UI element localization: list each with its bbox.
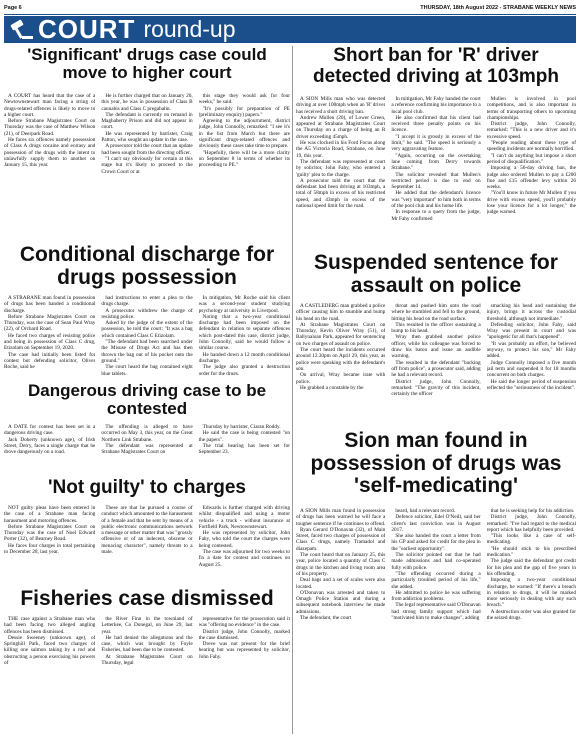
section-banner [4,16,576,43]
story-paragraph: "I accept it is grossly in excess of the limit," he said. "The speed is seriously a very aggravating feature. [391,133,481,153]
story-paragraph: He said the case is being contested "on the papers". [198,430,290,443]
story-column [391,508,480,734]
story-paragraph: The judge said the defendant got credit for his plea and the gap of five years in his offending. [486,558,576,577]
story-paragraph: A destruction order was also granted for the seized drugs. [486,608,576,622]
story-paragraph: "The defendant had been searched under the Misuse of Drugs Act and has then thrown the bag out of his pocket onto the ground." [101,339,193,364]
story-paragraph: Wray then grabbed another police officer, while his colleague was forced to draw his baton and issue an audible warning. [391,334,481,360]
story-not-guilty [4,478,290,499]
story-paragraph: District judge, John Connolly, marked the case dismissed. [198,628,290,641]
story-paragraph: "Hopefully, there will be a more clarity on September 8 in terms of whether its proceeding to PE." [198,149,290,169]
story-column [4,616,95,734]
story-paragraph: throat and pushed him onto the road where he stumbled and fell to the ground, hitting his head on the road surface. [391,303,481,322]
story-column [199,505,290,585]
story-paragraph: The defendant is currently on remand in Maghaberry Prison and did not appear in court. [101,111,193,131]
story-paragraph: She also handed the court a letter from his GP and asked for credit for the plea in the "earliest opportunity". [391,533,481,552]
story-body [4,616,290,734]
page-number: Page 6 [4,5,22,11]
story-paragraph: He faces four charges in total pertaining to December 28, last year. [4,542,96,556]
story-paragraph: "This looks like a case of self-medicating. [486,533,576,546]
story-paragraph: the River Finn in the townland of Letterkee, Co Donegal, on June 29, last year. [101,616,193,635]
story-column [391,303,480,423]
story-paragraph: Imposing a two-year conditional discharge, he warned: "If there's a breach in relation to drugs, it will be marked more seriously in dealing with any such breach." [486,577,576,609]
story-column [296,96,385,246]
story-dangerous-driving [4,382,290,419]
story-paragraph: The solicitor pointed out that he had made admissions and had co-operated fully with police. [391,552,481,571]
story-body [4,295,290,375]
story-body [4,505,290,585]
headline: Sion man found in possession of drugs was 'self-medicating' [310,429,562,498]
story-paragraph: this stage they would ask for four weeks," he said. [198,93,290,106]
story-paragraph: A prosecutor told the court that the defendant had been driving at 103mph, a total of 58mph in excess of his restricted speed, and 43mph in excess of the national speed limit for the road. [296,177,386,210]
story-paragraph: District judge, John Connolly, remarked: "The gravity of this incident, certainly the officer [391,378,481,398]
story-paragraph: Deal bags and a set of scales were also located. [296,577,386,590]
banner-subtitle: round-up [143,16,236,42]
story-short-ban [296,46,576,87]
story-body [296,508,576,734]
story-paragraph: The court heard the bag contained eight blue tablets. [101,364,193,375]
story-paragraph: At Strabane Magistrates Court on Thursday, Kevin Oliver Wray (51), of Ballynaloan Park, appeared for sentencing on two charges of assault on police. [296,321,386,347]
story-paragraph: O'Donavan was arrested and taken to Omagh Police Station and during a subsequent notebook interview he made admissions. [296,589,386,615]
story-paragraph: A COURT has heard that the case of a Newtownstewart man facing a string of drugs-related offences is likely to move to a higher court. [4,93,96,118]
story-paragraph: He was represented by solicitor, John Fahy, who told the court the charges were being contested. [198,530,290,549]
story-paragraph: heard, had a relevant record. [395,508,456,514]
story-paragraph: smacking his head and sustaining the injury, brings it across the custodial threshold, although not immediate." [486,303,576,322]
story-column [296,508,385,734]
story-column [101,93,192,240]
story-paragraph: The resulted in the defendant "backing off from police", a prosecutor said, adding he had a relevant record. [391,359,481,379]
story-paragraph: He grabbed a constable by the [300,384,364,391]
headline: 'Not guilty' to charges [48,477,246,498]
story-column [4,295,95,375]
story-paragraph: He is further charged that on January 20, this year, he was in possession of Class B cannabis and Class C pregabalin. [101,93,193,112]
headline: Conditional discharge for drugs possession [19,243,275,289]
story-column [101,505,192,585]
story-paragraph: The case had initially been listed for contest but defending solicitor, Oliver Roche, said he [4,351,96,371]
story-paragraph: The offending is alleged to have occurred on May 3, this year, on the Great Northern Link Strabane. [101,424,193,443]
story-paragraph: Mullen is involved in pool competitions, and is also important in terms of transporting others to upcoming championships. [486,96,576,121]
story-paragraph: He was represented by barrister, Craig Patton, who sought an update in the case. [101,130,193,144]
story-paragraph: Jack Doherty (unknown age), of Irish Street, Derry, faces a single charge that he drove dangerously on a road. [4,436,96,456]
story-paragraph: The judge also granted a destruction order for the drugs. [198,364,290,375]
story-paragraph: A STRABANE man found in possession of drugs has been handed a conditional discharge. [4,295,96,314]
story-paragraph: The court heard that on January 25, this year, police located a quantity of Class C drugs in the kitchen and living room area of his property. [296,552,386,577]
story-paragraph: The case was adjourned for two weeks to fix a date for contest and continues on August 25. [198,549,290,568]
story-column [4,93,95,240]
story-paragraph: Before Strabane Magistrates Court on Thursday, was the case of Sean Paul Wray (22), of Orchard Road. [4,313,96,333]
story-paragraph: A SION Mills man who was detected driving at over 100mph when an 'R' driver has received a short driving ban. [296,96,386,115]
story-column [199,93,290,240]
story-paragraph: Thursday by barrister, Ciaran Roddy. [202,424,281,430]
story-paragraph: A CASTLEDERG man grabbed a police officer causing him to stumble and bump his head on the road. [296,303,386,322]
story-paragraph: District judge, John Connolly, remarked: "I've had regard to the medical report which has helpfully been provided. [486,514,576,533]
story-paragraph: At Strabane Magistrates Court on Thursday, legal [101,653,193,667]
story-paragraph: The solicitor revealed that Mullen's restricted period is due to end on September 14. [391,171,481,191]
story-paragraph: Ryan Gerard O'Donavan (32), of Main Street, faced two charges of possession of Class C drugs, namely Tramadol and diazepam. [296,526,386,552]
story-paragraph: The defendant, the court [300,615,352,622]
story-paragraph: Edwards is further charged with driving whilst disqualified and using a motor vehicle - a truck - without insurance at Fortfield Park, Newtownstewart. [198,505,290,530]
story-paragraph: The defendant was represented at Strabane Magistrates Court on [101,442,193,456]
story-body [296,303,576,423]
headline: 'Significant' drugs case could move to higher court [27,45,267,83]
story-paragraph: He faced two charges of resisting police and being in possession of Class C drug, Etizolam on September 19, 2020. [4,332,96,352]
story-paragraph: "It's possibly for preparation of PE (preliminary enquiry) papers." [198,105,290,118]
story-paragraph: Before Strabane Magistrates Court on Thursday was the case of Noel Edward Porter (32), of Bearney Road. [4,523,96,543]
story-paragraph: A SION Mills man found in possession of drugs has been warned he will face a tougher sentence if he continues to offend. [296,508,386,527]
story-paragraph: These are that he pursued a course of conduct which amounted to the harassment of a female and that he sent by means of a public electronic communications network a message or other matter that was "grossly offensive or of an indecent, obscene or menacing character", namely threats to a male. [101,505,193,556]
story-paragraph: In mitigation, Mr Roche said his client was a second-year student studying psychology at university in Liverpool. [198,295,290,314]
story-column [4,505,95,585]
story-paragraph: Defence solicitor, Edel O'Neill, said her client's last conviction was in August 2017. [391,514,481,533]
story-significant-drugs-case [4,46,290,83]
story-suspended-sentence [296,252,576,297]
story-paragraph: This resulted in the officer sustaining a bump to his head. [391,321,481,335]
story-paragraph: "I can't do anything but impose a short period of disqualification." [486,152,576,165]
story-paragraph: He said the longer period of suspension reflected the "seriousness of the incident". [486,378,576,391]
story-paragraph: The court heard the incidents occurred around 12.30pm on April 29, this year, as police were speaking with the defendant's son. [296,347,386,372]
story-paragraph: He faces six offences namely possession of Class A drugs cocaine and ecstasy and possession of the drugs with the intent to unlawfully supply them to another on January 15, this year. [4,137,96,169]
story-paragraph: "I can't say obviously for certain at this stage but it's likely to proceed to the Crown Court or at [101,155,193,175]
story-paragraph: A prosecutor told the court that an update had been sought from the directing officer. [101,143,193,156]
story-paragraph: He also confirmed that his client had received three penalty points on his licence. [391,114,481,134]
story-column [199,295,290,375]
story-paragraph: Before Strabane Magistrates Court on Thursday was the case of Matthew Wilson (21), of Deerpark Road. [4,118,96,137]
story-column [487,508,576,734]
story-fisheries-case [4,588,290,611]
story-column [199,424,290,474]
headline: Suspended sentence for assault on police [314,251,558,297]
story-column [199,616,290,734]
story-paragraph: Asked by the judge of the extent of the possession, he told the court: "It was a bag which contained Class C Etizolam. [101,320,193,339]
story-paragraph: The trial hearing has been set for September 23. [198,442,290,456]
story-paragraph: He had denied the allegations and the case, which was brought by Foyle Fisheries, had been due to be contested. [101,634,193,654]
story-paragraph: He admitted to police he was suffering from addiction problems. [391,589,481,603]
story-column [101,295,192,375]
story-sion-man [296,430,576,498]
story-paragraph: "People reading about these type of speeding incidents are normally horrified. [486,140,576,153]
headline: Fisheries case dismissed [20,587,274,610]
story-column [101,616,192,734]
story-paragraph: Judge Connolly imposed a five month jail term and suspended it for 18 months concurrent on both charges. [486,359,576,379]
banner-title: COURT [38,14,136,44]
story-paragraph: "He should stick to his prescribed medication." [486,545,576,559]
story-paragraph: Dessie Sweeney (unknown age), of Springhill Park, faced two charges of killing one salmon taking by a rod and obstructing a person exercising his powers of [4,634,96,667]
story-column [296,303,385,423]
story-paragraph: A DATE for contest has been set in a dangerous driving case. [4,424,96,437]
story-paragraph: He added that the defendant's licence was "very important" to him both in terms of the pool club and his home life. [391,190,481,210]
story-paragraph: In mitigation, Mr Fahy handed the court a reference confirming his importance to a local pool club. [391,96,481,115]
story-paragraph: NOT guilty pleas have been entered in the case of a Strabane man facing harassment and motoring offences. [4,505,96,524]
story-paragraph: "Again, occurring on the overtaking lane coming from Derry towards Strabane." [391,152,481,172]
story-paragraph: Noting that a two-year conditional discharge had been imposed on the defendant in relation to separate offences which post-dated this case, district judge, John Connolly, said he would follow a similar course. [198,313,290,352]
story-paragraph: "It was probably an effort, he believed anyway, to protect his son," Mr Fahy added. [486,340,576,360]
story-conditional-discharge [4,244,290,289]
story-column [391,96,480,246]
story-paragraph: "The offending occurred during a particularly troubled period of his life," she added. [391,570,481,590]
story-paragraph: He handed down a 12 month conditional discharge. [198,351,290,364]
story-paragraph: THE case against a Strabane man who had been facing two alleged angling offences has been dismissed. [4,616,96,635]
story-body [4,93,290,240]
story-paragraph: Andrew Mullen (20), of Lower Green, appeared at Strabane Magistrates Court on Thursday on a charge of being an R driver exceeding 45mph. [296,114,386,140]
page-dateline: THURSDAY, 18th August 2022 - STRABANE WEEKLY NEWS [420,5,576,11]
column-rule [292,46,293,734]
story-paragraph: The legal representative said O'Donavan had strong family support which had "motivated him to make changes", adding [391,602,481,622]
story-body [296,96,576,246]
story-paragraph: Imposing a 56-day driving ban, the judge also ordered Mullen to pay a £200 fine and £15 offender levy within 26 weeks. [486,165,576,191]
story-paragraph: In response to a query from the judge, Mr Fahy confirmed [391,209,481,222]
story-paragraph: "You'll know in future Mr Mullen if you drive with excess speed, you'll probably lose your licence for a lot longer," the judge warned. [486,190,576,216]
story-column [101,424,192,474]
headline: Short ban for 'R' driver detected driving at 103mph [312,45,559,87]
headline: Dangerous driving case to be contested [27,381,267,419]
story-column [487,96,576,246]
story-paragraph: District judge, John Connolly, remarked: "This is a new driver and it's excessive speed. [486,121,576,140]
story-paragraph: Agreeing to the adjournment, district judge, John Connolly, remarked: "I see it's in the list from March but there are significant drugs-related offences and obviously these cases take time to prepare. [198,118,290,150]
story-paragraph: Dreve was not present for the brief hearing but was represented by solicitor, John Fahy. [198,641,290,660]
story-paragraph: had instructions to enter a plea to the drugs charge. [101,295,193,308]
story-column [487,303,576,423]
story-body [4,424,290,474]
story-paragraph: He was clocked in his Ford Focus along the A5 Victoria Road, Strabane, on June 19, this year. [296,140,386,159]
story-paragraph: that he is seeking help for his addiction. [490,508,575,514]
gavel-icon [4,16,38,43]
story-paragraph: On arrival, Wray became irate with police. [296,372,386,385]
story-column [4,424,95,474]
story-paragraph: representative for the prosecution said it was "offering no evidence" in the case. [198,616,290,629]
story-paragraph: The defendant was represented at court by solicitor, John Fahy, who entered a 'guilty' plea to the charge. [296,158,386,178]
story-paragraph: A prosecutor withdrew the charge of resisting police. [101,307,193,320]
story-paragraph: Defending solicitor, John Fahy, said Wray was present in court and was "apologetic for all that's happened". [486,321,576,341]
